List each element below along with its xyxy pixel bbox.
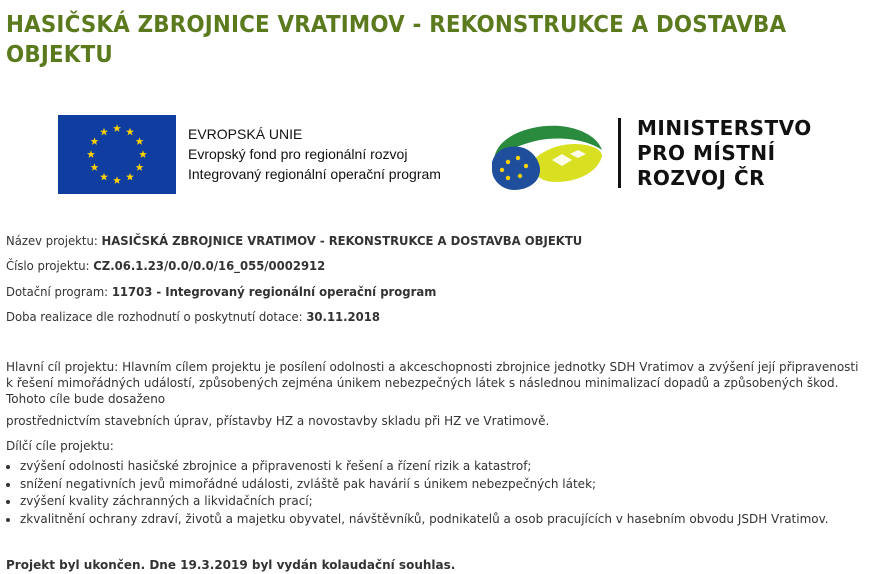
completion-note: Projekt byl ukončen. Dne 19.3.2019 byl vydán kolaudační souhlas. [6, 558, 456, 572]
main-goal-text-cont: prostřednictvím stavebních úprav, přístavby HZ a novostavby skladu při HZ ve Vratimově. [6, 414, 550, 428]
main-goal-text: Hlavní cíl projektu: Hlavním cílem projektu je posílení odolnosti a akceschopnosti zbrojnice jednotky SDH Vratimov a zvýšení její připravenosti k řešení mimořádných událostí, způsobených zejména únikem nebezpečných látek s následnou minimalizací dopadů a způsobených škod. Tohoto cíle bude dosaženo [6, 360, 859, 406]
eu-line-1: EVROPSKÁ UNIE [188, 126, 303, 142]
project-name [6, 233, 835, 249]
project-program-value: 11703 - Integrovaný regionální operační program [111, 285, 437, 299]
list-item: • zvýšení kvality záchranných a likvidačních prací; [20, 493, 869, 511]
list-item: • zkvalitnění ochrany zdraví, životů a majetku obyvatel, návštěvníků, podnikatelů a osob pracujících v hasebním obvodu JSDH Vratimov. [20, 511, 869, 529]
subgoals-label: Dílčí cíle projektu: [6, 439, 114, 453]
subgoals-list [6, 458, 869, 528]
mmr-line-2: PRO MÍSTNÍ [637, 141, 776, 165]
project-period-value: 30.11.2018 [306, 310, 380, 324]
list-item: • snížení negativních jevů mimořádné události, zvláště pak havárií s únikem nebezpečných látek; [20, 476, 869, 494]
page-title: HASIČSKÁ ZBROJNICE VRATIMOV - REKONSTRUKCE A DOSTAVBA OBJEKTU [6, 12, 787, 68]
project-period [6, 309, 835, 325]
eu-flag-icon [58, 115, 176, 194]
list-item: • zvýšení odolnosti hasičské zbrojnice a připravenosti k řešení a řízení rizik a katastrof; [20, 458, 869, 476]
project-program [6, 284, 835, 300]
project-number-label: Číslo projektu: [6, 259, 90, 273]
mmr-divider [618, 118, 621, 188]
mmr-line-1: MINISTERSTVO [637, 116, 812, 140]
funding-banner [40, 92, 835, 216]
eu-line-3: Integrovaný regionální operační program [188, 166, 441, 182]
mmr-line-3: ROZVOJ ČR [637, 166, 766, 190]
mmr-logo-icon [490, 118, 606, 194]
project-name-label: Název projektu: [6, 234, 98, 248]
project-number-value: CZ.06.1.23/0.0/0.0/16_055/0002912 [93, 259, 326, 273]
project-program-label: Dotační program: [6, 285, 109, 299]
eu-line-2: Evropský fond pro regionální rozvoj [188, 146, 408, 162]
project-period-label: Doba realizace dle rozhodnutí o poskytnutí dotace: [6, 310, 303, 324]
mmr-text [637, 116, 812, 191]
project-name-value: HASIČSKÁ ZBROJNICE VRATIMOV - REKONSTRUKCE A DOSTAVBA OBJEKTU [101, 234, 583, 248]
eu-text [188, 124, 441, 184]
project-number [6, 258, 835, 274]
